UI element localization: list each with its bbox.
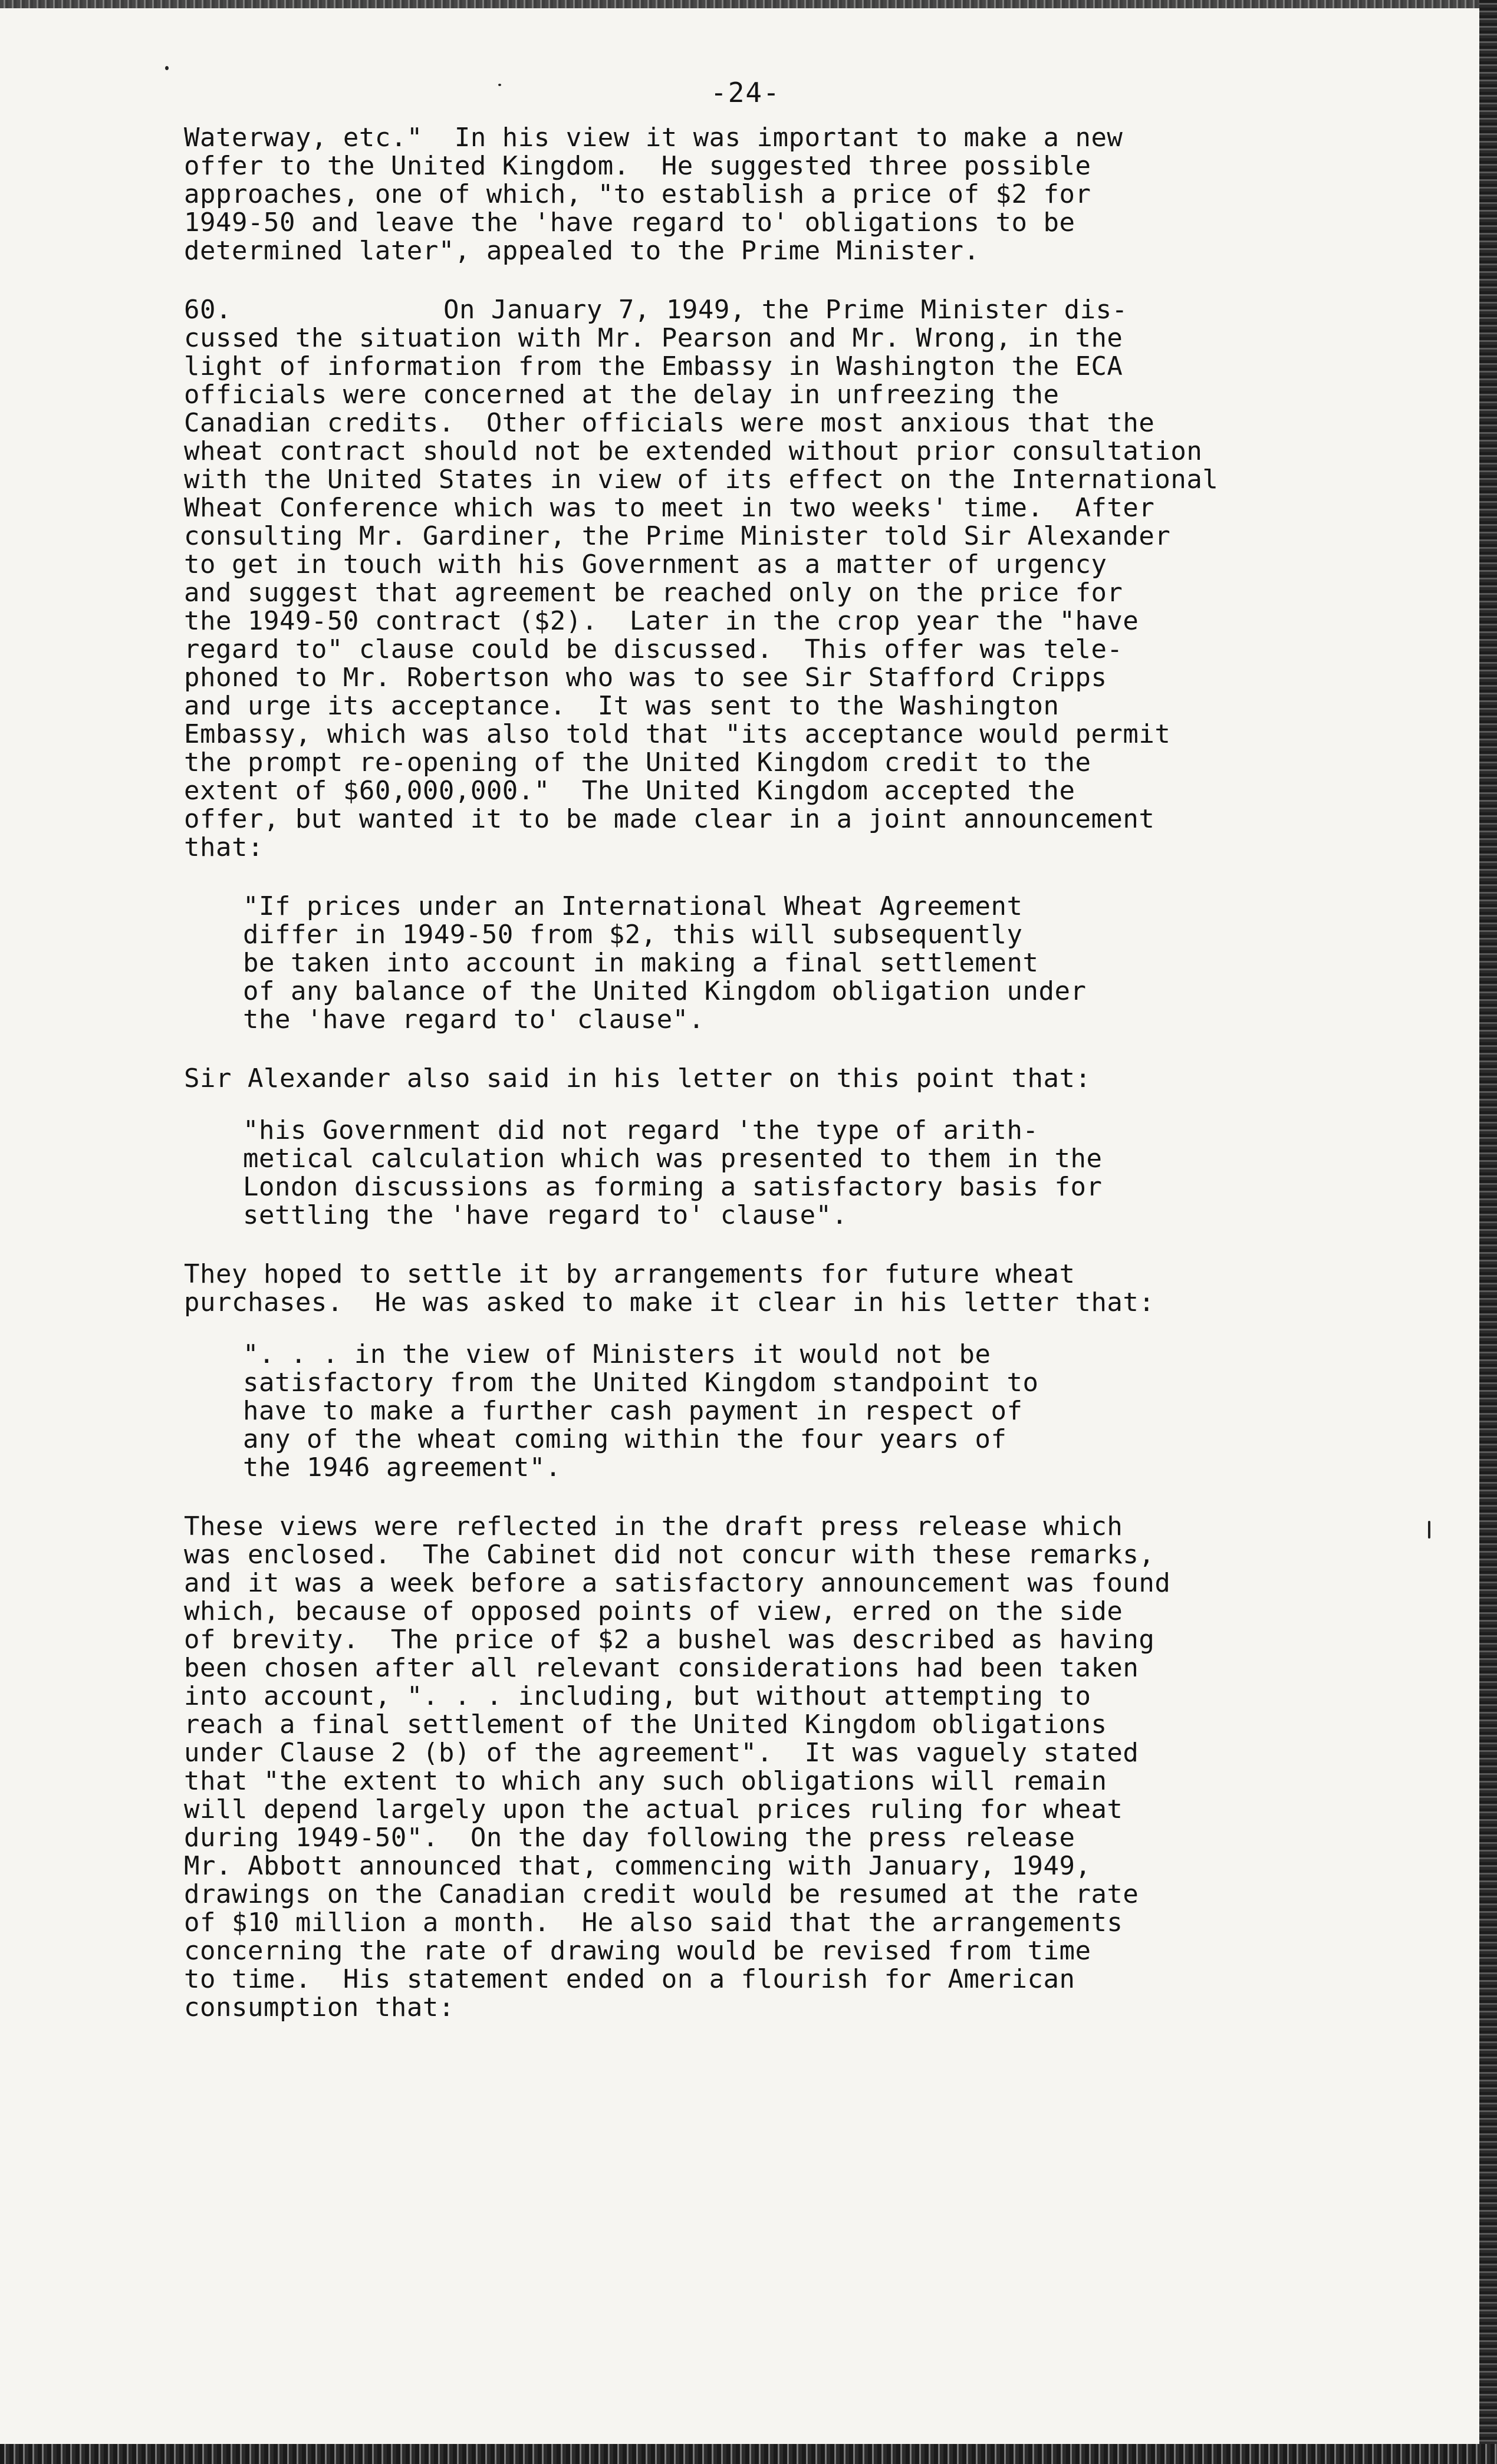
paragraph-they-hoped bbox=[184, 1260, 1357, 1317]
quote-line: satisfactory from the United Kingdom standpoint to bbox=[243, 1368, 1039, 1398]
scan-right-edge bbox=[1479, 0, 1497, 2464]
page-number: -24- bbox=[710, 77, 781, 108]
quote-line: of any balance of the United Kingdom obligation under bbox=[243, 976, 1087, 1006]
text-line: wheat contract should not be extended without prior consultation bbox=[184, 436, 1203, 466]
text-line: light of information from the Embassy in Washington the ECA bbox=[184, 351, 1123, 381]
paragraph-gap bbox=[184, 265, 1357, 296]
text-line: was enclosed. The Cabinet did not concur with these remarks, bbox=[184, 1540, 1155, 1570]
quote-line: "his Government did not regard 'the type of arith- bbox=[243, 1115, 1039, 1145]
paragraph-gap bbox=[184, 1093, 1357, 1116]
text-line: of brevity. The price of $2 a bushel was described as having bbox=[184, 1625, 1155, 1655]
scan-top-edge bbox=[0, 0, 1497, 8]
quote-line: the 1946 agreement". bbox=[243, 1452, 561, 1483]
text-line: 1949-50 and leave the 'have regard to' obligations to be bbox=[184, 207, 1075, 238]
text-line: under Clause 2 (b) of the agreement". It was vaguely stated bbox=[184, 1738, 1139, 1768]
document-body bbox=[184, 124, 1357, 2022]
scan-speck bbox=[498, 84, 501, 86]
text-line: been chosen after all relevant considerations had been taken bbox=[184, 1653, 1139, 1683]
text-line: regard to" clause could be discussed. This offer was tele- bbox=[184, 634, 1123, 664]
text-line: Mr. Abbott announced that, commencing with January, 1949, bbox=[184, 1851, 1091, 1881]
text-line: that "the extent to which any such obligations will remain bbox=[184, 1766, 1107, 1796]
text-line: into account, ". . . including, but without attempting to bbox=[184, 1681, 1091, 1711]
scan-bottom-edge bbox=[0, 2444, 1497, 2464]
text-line: offer, but wanted it to be made clear in a joint announcement bbox=[184, 804, 1155, 834]
paragraph-number: 60. bbox=[184, 295, 232, 325]
text-line: reach a final settlement of the United Kingdom obligations bbox=[184, 1709, 1107, 1740]
text-line: with the United States in view of its effect on the International bbox=[184, 465, 1219, 495]
text-line: offer to the United Kingdom. He suggested three possible bbox=[184, 151, 1091, 181]
quote-line: ". . . in the view of Ministers it would not be bbox=[243, 1339, 991, 1369]
quote-line: have to make a further cash payment in respect of bbox=[243, 1396, 1023, 1426]
text-line: purchases. He was asked to make it clear in his letter that: bbox=[184, 1287, 1155, 1317]
text-line: Embassy, which was also told that "its acceptance would permit bbox=[184, 719, 1171, 749]
quote-line: settling the 'have regard to' clause". bbox=[243, 1200, 848, 1230]
text-line: during 1949-50". On the day following the press release bbox=[184, 1823, 1075, 1853]
quote-line: London discussions as forming a satisfactory basis for bbox=[243, 1172, 1103, 1202]
scan-speck bbox=[1428, 1521, 1430, 1539]
text-line: extent of $60,000,000." The United Kingdom accepted the bbox=[184, 776, 1075, 806]
quote-line: metical calculation which was presented to them in the bbox=[243, 1144, 1103, 1174]
text-line: to get in touch with his Government as a matter of urgency bbox=[184, 549, 1107, 579]
paragraph-60 bbox=[184, 296, 1357, 862]
text-line: and suggest that agreement be reached only on the price for bbox=[184, 578, 1123, 608]
text-line: Waterway, etc." In his view it was important to make a new bbox=[184, 123, 1123, 153]
paragraph-gap bbox=[184, 1034, 1357, 1065]
text-line: determined later", appealed to the Prime Minister. bbox=[184, 236, 980, 266]
text-line: will depend largely upon the actual prices ruling for wheat bbox=[184, 1794, 1123, 1824]
text-line: and urge its acceptance. It was sent to the Washington bbox=[184, 691, 1060, 721]
text-line: They hoped to settle it by arrangements for future wheat bbox=[184, 1259, 1075, 1289]
block-quote-1 bbox=[184, 892, 1357, 1034]
paragraph-gap bbox=[184, 862, 1357, 892]
text-line: of $10 million a month. He also said that the arrangements bbox=[184, 1908, 1123, 1938]
block-quote-2 bbox=[184, 1116, 1357, 1230]
text-line: approaches, one of which, "to establish a price of $2 for bbox=[184, 179, 1091, 209]
text-line: which, because of opposed points of view, erred on the side bbox=[184, 1596, 1123, 1626]
paragraph-gap bbox=[184, 1482, 1357, 1513]
text-line: to time. His statement ended on a flourish for American bbox=[184, 1964, 1075, 1994]
quote-line: differ in 1949-50 from $2, this will subsequently bbox=[243, 920, 1023, 950]
intro-paragraph bbox=[184, 124, 1357, 265]
text-line: that: bbox=[184, 832, 264, 862]
quote-line: "If prices under an International Wheat Agreement bbox=[243, 891, 1023, 921]
text-line: consumption that: bbox=[184, 1992, 455, 2022]
paragraph-gap bbox=[184, 1230, 1357, 1260]
text-line: Sir Alexander also said in his letter on this point that: bbox=[184, 1063, 1091, 1093]
paragraph-first-line bbox=[184, 296, 1357, 324]
text-line: phoned to Mr. Robertson who was to see Sir Stafford Cripps bbox=[184, 663, 1107, 693]
block-quote-3 bbox=[184, 1340, 1357, 1482]
scan-speck bbox=[165, 66, 169, 70]
text-line: Wheat Conference which was to meet in two weeks' time. After bbox=[184, 493, 1155, 523]
quote-line: any of the wheat coming within the four years of bbox=[243, 1424, 1007, 1454]
quote-line: be taken into account in making a final settlement bbox=[243, 948, 1039, 978]
paragraph-gap bbox=[184, 1317, 1357, 1340]
paragraph-final bbox=[184, 1513, 1357, 2022]
text-line: Canadian credits. Other officials were most anxious that the bbox=[184, 408, 1155, 438]
text-line: and it was a week before a satisfactory announcement was found bbox=[184, 1568, 1171, 1598]
text-line: drawings on the Canadian credit would be resumed at the rate bbox=[184, 1879, 1139, 1909]
text-line: concerning the rate of drawing would be revised from time bbox=[184, 1936, 1091, 1966]
quote-line: the 'have regard to' clause". bbox=[243, 1004, 705, 1035]
text-line: the prompt re-opening of the United Kingdom credit to the bbox=[184, 747, 1091, 778]
text-line: These views were reflected in the draft press release which bbox=[184, 1511, 1123, 1541]
text-line: officials were concerned at the delay in unfreezing the bbox=[184, 380, 1060, 410]
text-line: cussed the situation with Mr. Pearson and Mr. Wrong, in the bbox=[184, 323, 1123, 353]
text-line: consulting Mr. Gardiner, the Prime Minister told Sir Alexander bbox=[184, 521, 1171, 551]
text-line: On January 7, 1949, the Prime Minister dis- bbox=[443, 295, 1128, 325]
text-line: the 1949-50 contract ($2). Later in the crop year the "have bbox=[184, 606, 1139, 636]
